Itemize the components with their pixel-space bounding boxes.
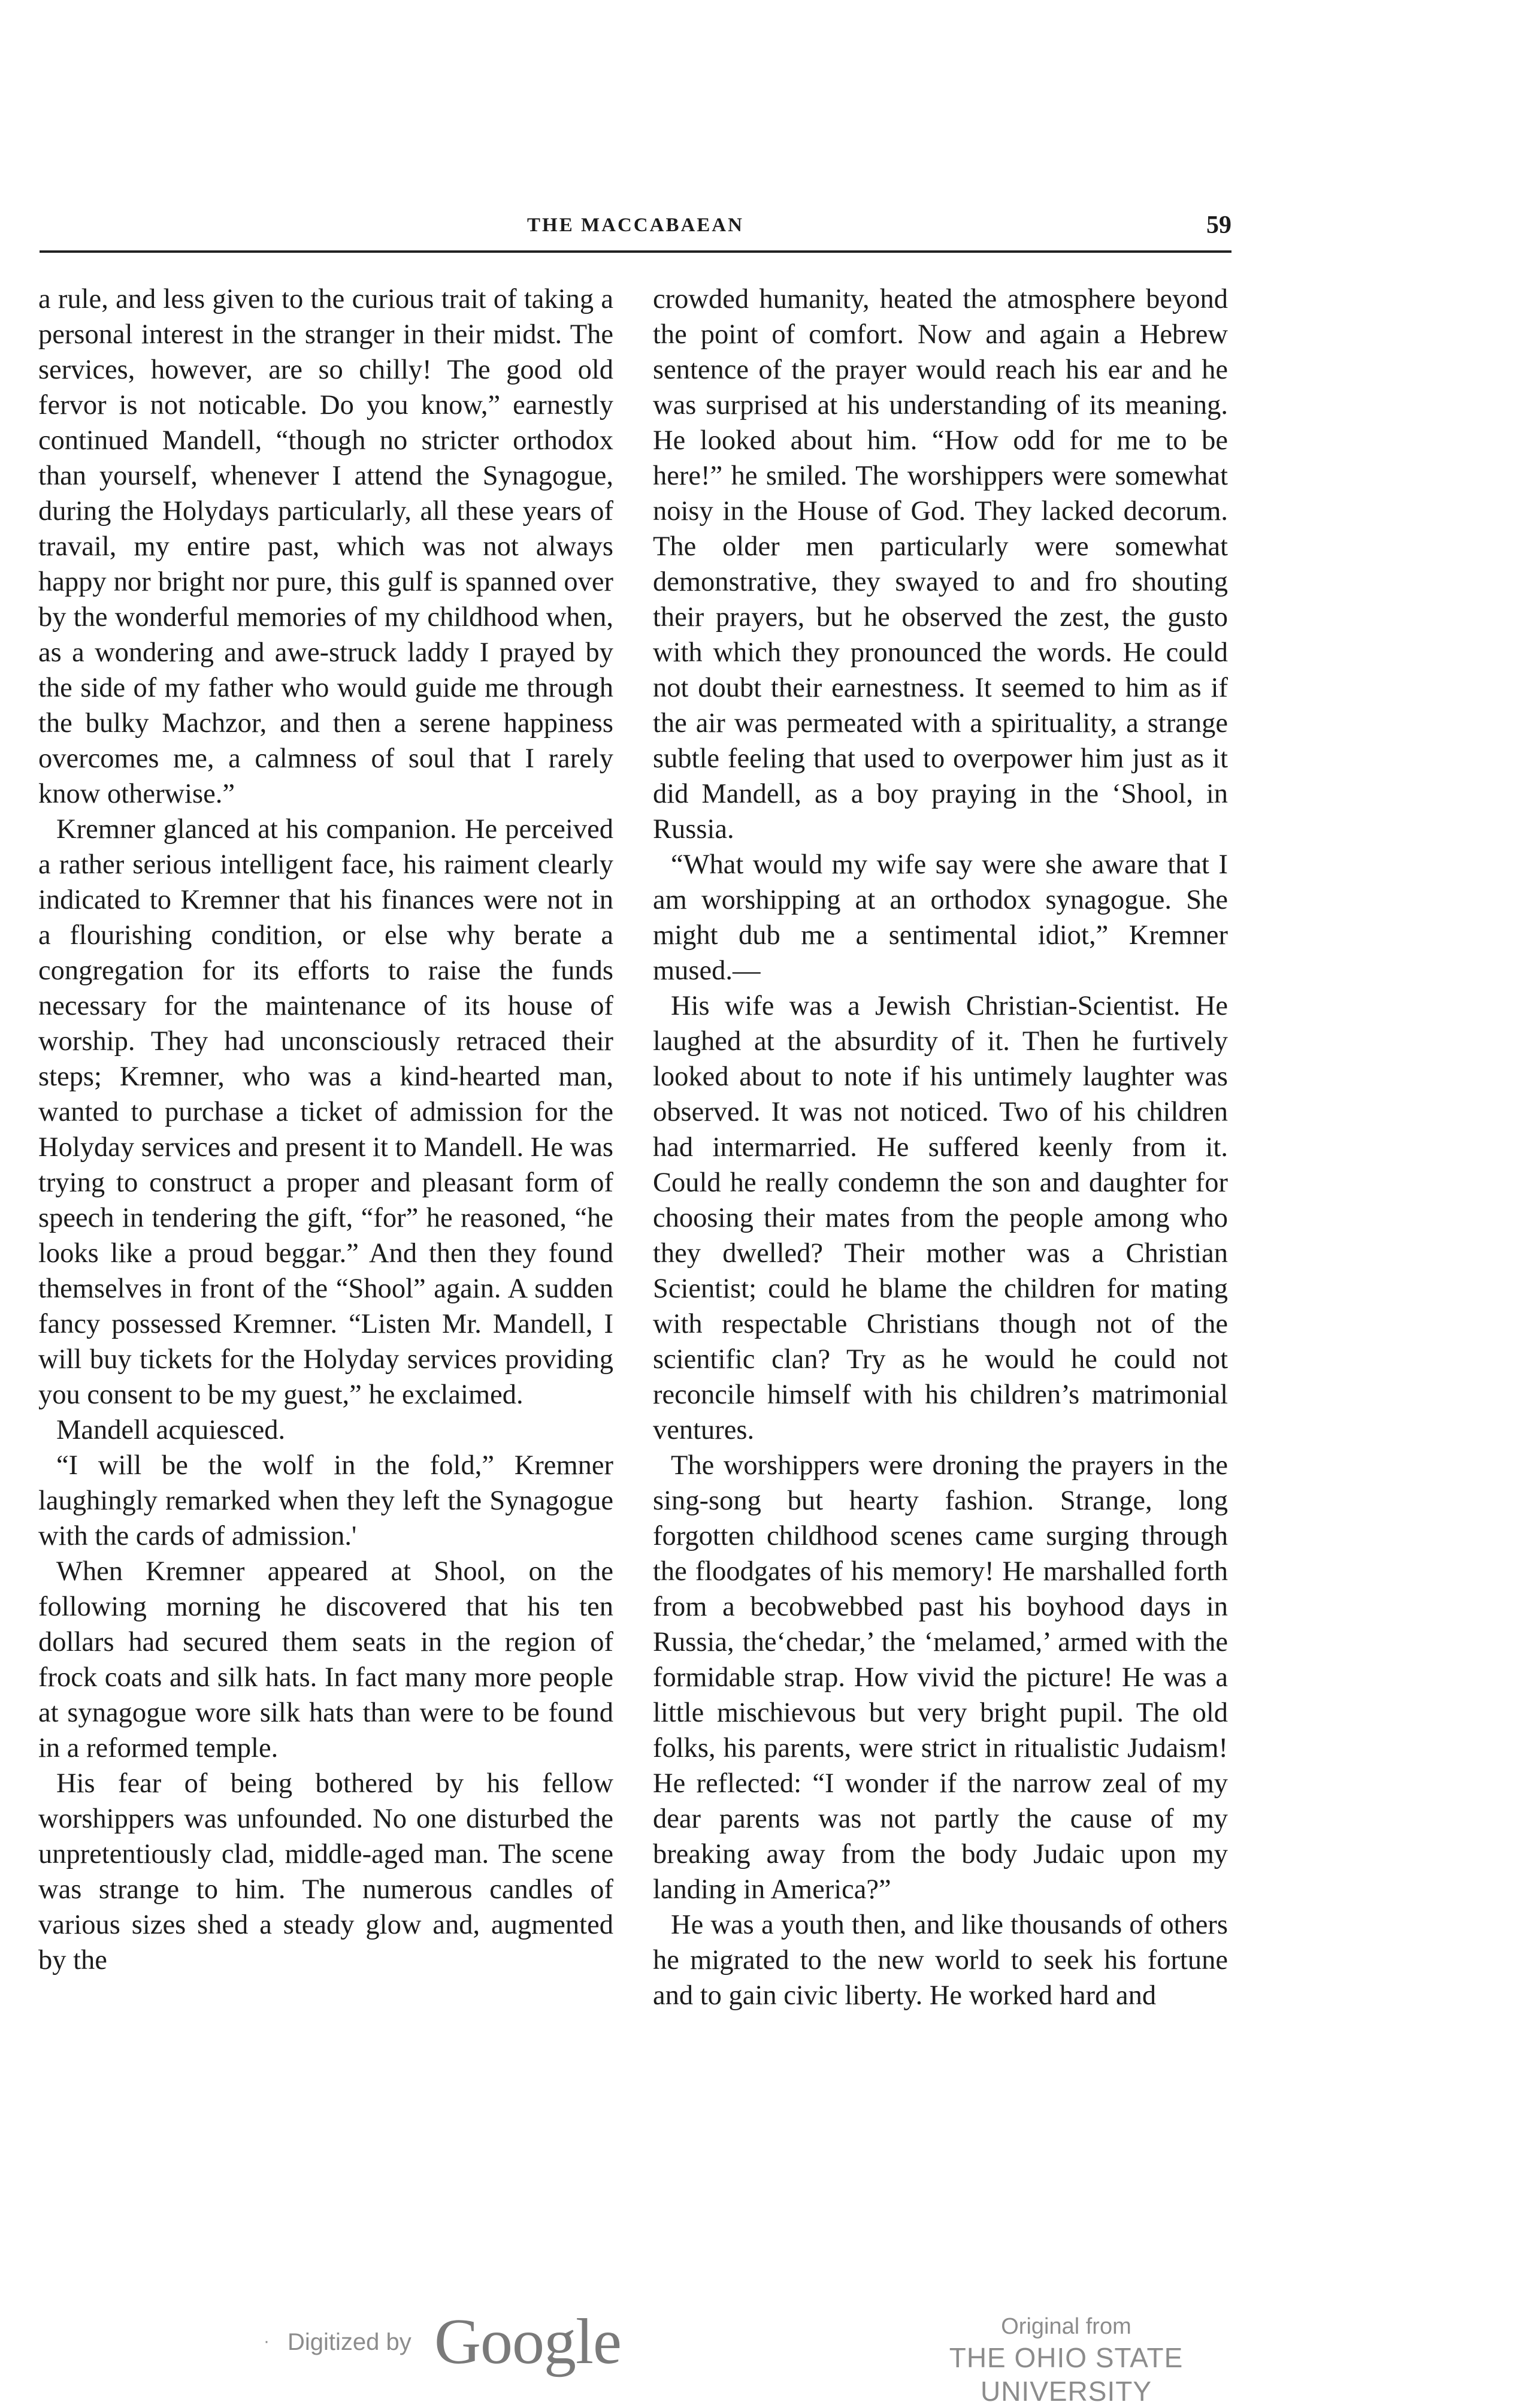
left-column <box>38 282 613 2294</box>
running-title: THE MACCABAEAN <box>527 214 744 236</box>
paragraph: “What would my wife say were she aware that I am worshipping at an orthodox synagogue. She might dub me a sentimental idiot,” Kremner mused.— <box>653 849 1228 986</box>
paragraph: His fear of being bothered by his fellow worshippers was unfounded. No one disturbed the unpretentiously clad, middle-aged man. The scene was strange to him. The numerous candles of various sizes shed a steady glow and, augmented by the <box>38 1768 613 1976</box>
paragraph: a rule, and less given to the curious trait of taking a personal interest in the stranger in their midst. The services, however, are so chilly! The good old fervor is not noticable. Do you know,” earnestly continued Mandell, “though no stricter orthodox than yourself, whenever I attend the Synagogue, during the Holydays particularly, all these years of travail, my entire past, which was not always happy nor bright nor pure, this gulf is spanned over by the wonderful memories of my childhood when, as a wondering and awe-struck laddy I prayed by the side of my father who would guide me through the bulky Machzor, and then a serene happiness overcomes me, a calmness of soul that I rarely know otherwise.” <box>38 284 613 809</box>
right-column <box>653 282 1228 2294</box>
paragraph: Kremner glanced at his companion. He perceived a rather serious intelligent face, his raiment clearly indicated to Kremner that his finances were not in a flourishing condition, or else why berate a congregation for its efforts to raise the funds necessary for the maintenance of its house of worship. They had unconsciously retraced their steps; Kremner, who was a kind-hearted man, wanted to purchase a ticket of admission for the Holyday services and present it to Mandell. He was trying to construct a proper and pleasant form of speech in tendering the gift, “for” he reasoned, “he looks like a proud beggar.” And then they found themselves in front of the “Shool” again. A sudden fancy possessed Kremner. “Listen Mr. Mandell, I will buy tickets for the Holyday services providing you consent to be my guest,” he exclaimed. <box>38 814 613 1410</box>
google-logo: Google <box>434 2306 621 2377</box>
header-rule <box>40 250 1231 253</box>
paragraph: The worshippers were droning the prayers in the sing-song but hearty fashion. Strange, long forgotten childhood scenes came surging through the floodgates of his memory! He marshalled forth from a becobwebbed past his boyhood days in Russia, the‘chedar,’ the ‘melamed,’ armed with the formidable strap. How vivid the picture! He was a little mischievous but very bright pupil. The old folks, his parents, were strict in ritualistic Judaism! He reflected: “I wonder if the narrow zeal of my dear parents was not partly the cause of my breaking away from the body Judaic upon my landing in America?” <box>653 1450 1228 1905</box>
original-from-watermark <box>863 2312 1270 2408</box>
running-header <box>40 211 1231 250</box>
digitized-by-watermark <box>264 2300 635 2377</box>
paragraph: When Kremner appeared at Shool, on the following morning he discovered that his ten dollars had secured them seats in the region of frock coats and silk hats. In fact many more people at synagogue wore silk hats than were to be found in a reformed temple. <box>38 1556 613 1763</box>
paragraph: Mandell acquiesced. <box>56 1415 286 1445</box>
institution-name: THE OHIO STATE UNIVERSITY <box>949 2342 1184 2407</box>
paragraph: He was a youth then, and like thousands of others he migrated to the new world to seek his fortune and to gain civic liberty. He worked hard and <box>653 1910 1228 2011</box>
paragraph: “I will be the wolf in the fold,” Kremner laughingly remarked when they left the Synagogue with the cards of admission.' <box>38 1450 613 1551</box>
bullet-dot: · <box>264 2331 270 2351</box>
digitized-label: Digitized by <box>288 2329 411 2355</box>
original-from-label: Original from <box>1001 2314 1131 2339</box>
paragraph: crowded humanity, heated the atmosphere beyond the point of comfort. Now and again a Hebrew sentence of the prayer would reach his ear and he was surprised at his understanding of its meaning. He looked about him. “How odd for me to be here!” he smiled. The worshippers were somewhat noisy in the House of God. They lacked decorum. The older men particularly were somewhat demonstrative, they swayed to and fro shouting their prayers, but he observed the zest, the gusto with which they pronounced the words. He could not doubt their earnestness. It seemed to him as if the air was permeated with a spirituality, a strange subtle feeling that used to overpower him just as it did Mandell, as a boy praying in the ‘Shool, in Russia. <box>653 284 1228 845</box>
paragraph: His wife was a Jewish Christian-Scientist. He laughed at the absurdity of it. Then he furtively looked about to note if his untimely laughter was observed. It was not noticed. Two of his children had intermarried. He suffered keenly from it. Could he really condemn the son and daughter for choosing their mates from the people among who they dwelled? Their mother was a Christian Scientist; could he blame the children for mating with respectable Christians though not of the scientific clan? Try as he would he could not reconcile himself with his children’s matrimonial ventures. <box>653 991 1228 1445</box>
page-number: 59 <box>1206 211 1231 239</box>
